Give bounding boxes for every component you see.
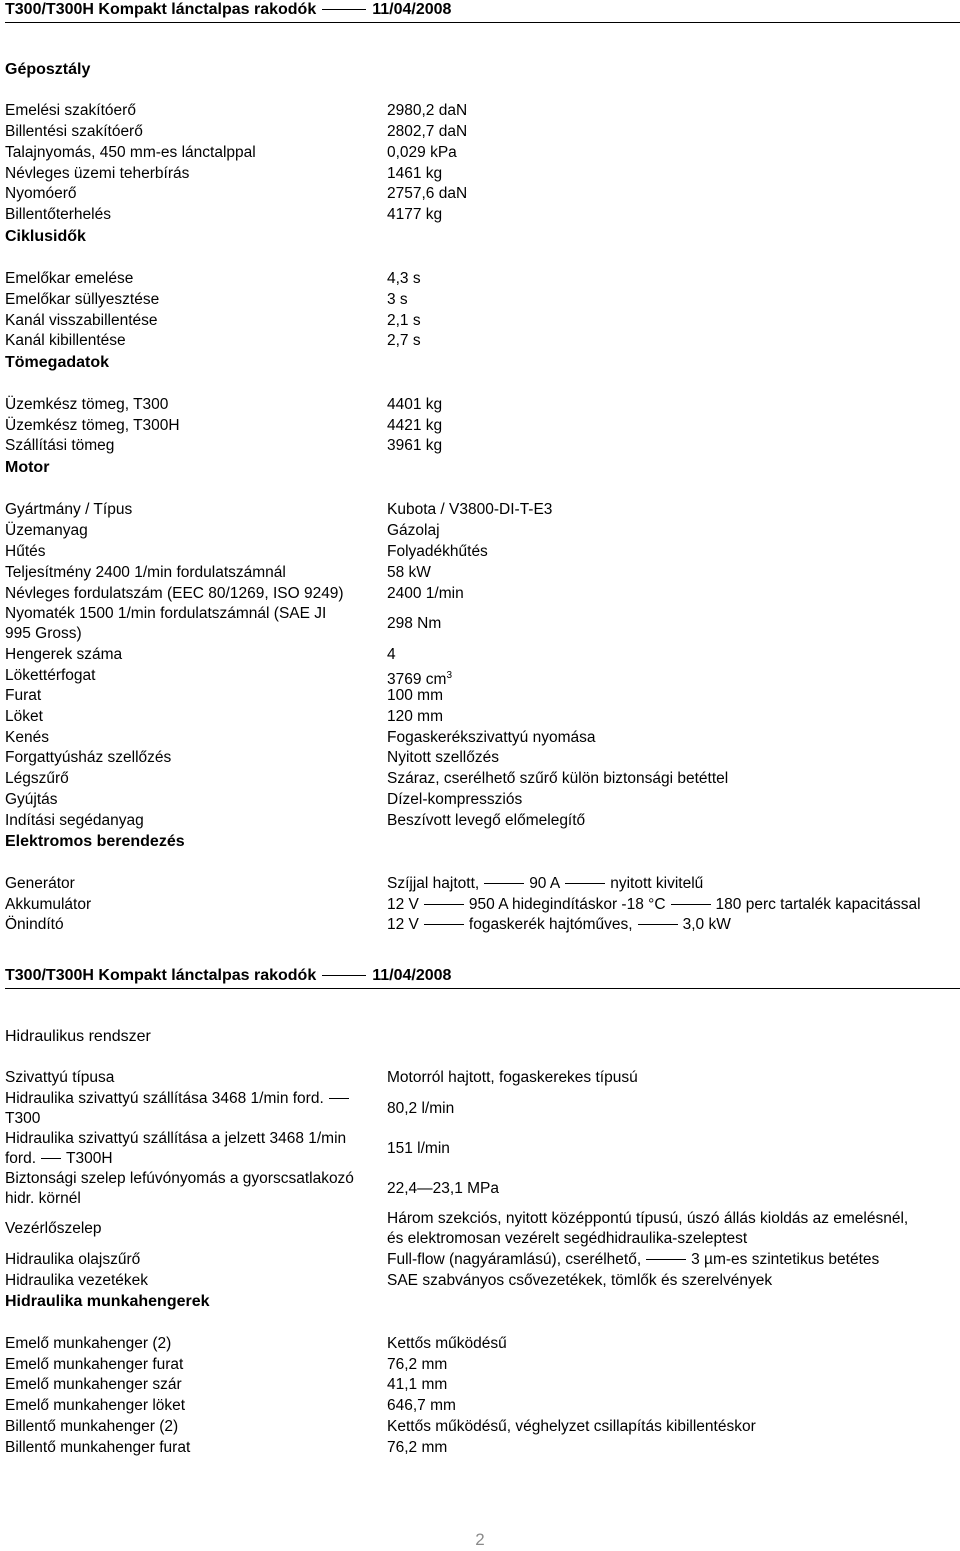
spec-value [387,874,703,894]
spec-label: Hűtés [5,543,46,560]
value-part: 12 V [387,916,419,933]
spec-value [387,895,921,915]
dash-line [671,904,711,905]
spec-value: 2,7 s [387,332,421,349]
spec-value: 2400 1/min [387,585,464,602]
spec-label: Billentési szakítóerő [5,123,143,140]
spec-value: 100 mm [387,687,443,704]
spec-label: Üzemanyag [5,522,88,539]
spec-value [387,1250,879,1270]
spec-value [387,915,731,935]
spec-value: 2757,6 daN [387,185,468,202]
spec-label: Emelőkar emelése [5,270,134,287]
dash-line [424,924,464,925]
spec-value: 646,7 mm [387,1397,456,1414]
dash-line [484,883,524,884]
document-header [5,0,960,23]
spec-value: 1461 kg [387,165,443,182]
spec-label: Forgattyúsház szellőzés [5,749,172,766]
spec-label: Szivattyú típusa [5,1069,115,1086]
header-dash [322,9,366,10]
spec-label: Légszűrő [5,770,69,787]
spec-value-line: és elektromosan vezérelt segédhidraulika-szeleptest [387,1230,748,1247]
header-date: 11/04/2008 [372,1,452,18]
spec-label: Vezérlőszelep [5,1220,102,1237]
header-date: 11/04/2008 [372,967,452,984]
spec-label: Gyújtás [5,791,58,808]
superscript: 3 [446,670,453,681]
value-part: 3 µm-es szintetikus betétes [691,1251,880,1268]
spec-label-line: 995 Gross) [5,625,82,642]
spec-value: Gázolaj [387,522,440,539]
spec-label-line: ford. [5,1150,37,1167]
header-title: T300/T300H Kompakt lánctalpas rakodók [5,1,317,18]
spec-label: Emelő munkahenger furat [5,1356,184,1373]
spec-value: Folyadékhűtés [387,543,488,560]
spec-label: Önindító [5,916,64,933]
spec-label [5,1089,354,1129]
spec-label: Hengerek száma [5,646,123,663]
subsection-title-ciklusidok: Ciklusidők [5,228,86,245]
spec-value: Nyitott szellőzés [387,749,499,766]
spec-label: Emelő munkahenger szár [5,1376,182,1393]
spec-label: Generátor [5,875,75,892]
spec-label: Emelőkar süllyesztése [5,291,160,308]
subsection-title-motor: Motor [5,459,50,476]
spec-label: Billentő munkahenger furat [5,1439,191,1456]
spec-value: Motorról hajtott, fogaskerekes típusú [387,1069,638,1086]
section-title-hidraulikus: Hidraulikus rendszer [5,1028,151,1045]
dash-line [329,1098,349,1099]
spec-value: Beszívott levegő előmelegítő [387,812,586,829]
spec-value: Kettős működésű, véghelyzet csillapítás kibillentéskor [387,1418,756,1435]
spec-label-line: Hidraulika szivattyú szállítása 3468 1/min ford. [5,1090,324,1107]
dash-line [646,1259,686,1260]
spec-label: Talajnyomás, 450 mm-es lánctalppal [5,144,256,161]
spec-label: Teljesítmény 2400 1/min fordulatszámnál [5,564,286,581]
spec-label: Kanál visszabillentése [5,312,158,329]
spec-value: 80,2 l/min [387,1100,455,1117]
spec-label: Furat [5,687,42,704]
document-header [5,966,960,989]
spec-value: 120 mm [387,708,443,725]
spec-value: 76,2 mm [387,1356,448,1373]
spec-value: 151 l/min [387,1140,450,1157]
spec-value-text: 3769 cm [387,671,447,689]
spec-label: Nyomóerő [5,185,77,202]
spec-label [5,1129,346,1169]
spec-label-line: T300 [5,1110,41,1127]
value-part: Full-flow (nagyáramlású), cserélhető, [387,1251,642,1268]
spec-value: 4401 kg [387,396,443,413]
spec-value: 4177 kg [387,206,443,223]
subsection-title-tomegadatok: Tömegadatok [5,354,110,371]
spec-label: Kenés [5,729,49,746]
spec-label: Lökettérfogat [5,667,96,684]
spec-value: 41,1 mm [387,1376,448,1393]
value-part: Szíjjal hajtott, [387,875,480,892]
spec-label-line: Biztonsági szelep lefúvónyomás a gyorscsatlakozó [5,1170,354,1187]
dash-line [424,904,464,905]
spec-value: 3961 kg [387,437,443,454]
spec-label: Indítási segédanyag [5,812,144,829]
spec-label [5,604,326,644]
spec-value: SAE szabványos csővezetékek, tömlők és szerelvények [387,1272,773,1289]
value-part: 950 A hidegindításkor -18 °C [468,896,666,913]
spec-label-line: Nyomaték 1500 1/min fordulatszámnál (SAE JI [5,605,327,622]
subsection-title-munkahengerek: Hidraulika munkahengerek [5,1293,210,1310]
spec-label-line: hidr. körnél [5,1190,81,1207]
spec-label [5,1169,354,1209]
spec-label: Kanál kibillentése [5,332,126,349]
header-dash [322,975,366,976]
value-part: 12 V [387,896,419,913]
page-number: 2 [475,1530,485,1549]
dash-line [638,924,678,925]
spec-label: Billentőterhelés [5,206,111,223]
spec-value: 2,1 s [387,312,421,329]
spec-value: 298 Nm [387,615,442,632]
spec-label: Billentő munkahenger (2) [5,1418,179,1435]
spec-value: Dízel-kompressziós [387,791,523,808]
spec-value-line: Három szekciós, nyitott középpontú típusú, úszó állás kioldás az emelésnél, [387,1210,909,1227]
spec-value: 4421 kg [387,417,443,434]
spec-label: Névleges üzemi teherbírás [5,165,190,182]
spec-label: Szállítási tömeg [5,437,115,454]
spec-label: Üzemkész tömeg, T300H [5,417,180,434]
spec-label: Emelő munkahenger löket [5,1397,186,1414]
spec-label: Akkumulátor [5,896,92,913]
spec-label: Gyártmány / Típus [5,501,133,518]
value-part: 180 perc tartalék kapacitással [715,896,921,913]
value-part: 3,0 kW [682,916,731,933]
spec-value: 2980,2 daN [387,102,468,119]
spec-label: Löket [5,708,43,725]
spec-value: Kettős működésű [387,1335,507,1352]
spec-value: 3 s [387,291,408,308]
header-title: T300/T300H Kompakt lánctalpas rakodók [5,967,317,984]
spec-value: 4 [387,646,396,663]
spec-label: Hidraulika vezetékek [5,1272,149,1289]
spec-value: 2802,7 daN [387,123,468,140]
dash-line [565,883,605,884]
spec-label-line: Hidraulika szivattyú szállítása a jelzett 3468 1/min [5,1130,347,1147]
spec-value: 4,3 s [387,270,421,287]
spec-value: Kubota / V3800-DI-T-E3 [387,501,553,518]
spec-label-line: T300H [66,1150,113,1167]
spec-value: 76,2 mm [387,1439,448,1456]
section-title-geposztaly: Géposztály [5,61,91,78]
spec-label: Hidraulika olajszűrő [5,1251,141,1268]
subsection-title-elektromos: Elektromos berendezés [5,833,185,850]
spec-value: 22,4—23,1 MPa [387,1180,500,1197]
spec-value [387,1209,908,1249]
value-part: 90 A [529,875,561,892]
value-part: nyitott kivitelű [610,875,704,892]
value-part: fogaskerék hajtóműves, [468,916,633,933]
spec-value: 0,029 kPa [387,144,457,161]
dash-line [41,1158,61,1159]
spec-value: Fogaskerékszivattyú nyomása [387,729,596,746]
spec-label: Üzemkész tömeg, T300 [5,396,169,413]
spec-label: Emelési szakítóerő [5,102,136,119]
spec-value: Száraz, cserélhető szűrő külön biztonsági betéttel [387,770,729,787]
spec-label: Névleges fordulatszám (EEC 80/1269, ISO 9249) [5,585,344,602]
spec-label: Emelő munkahenger (2) [5,1335,172,1352]
spec-value: 58 kW [387,564,431,581]
